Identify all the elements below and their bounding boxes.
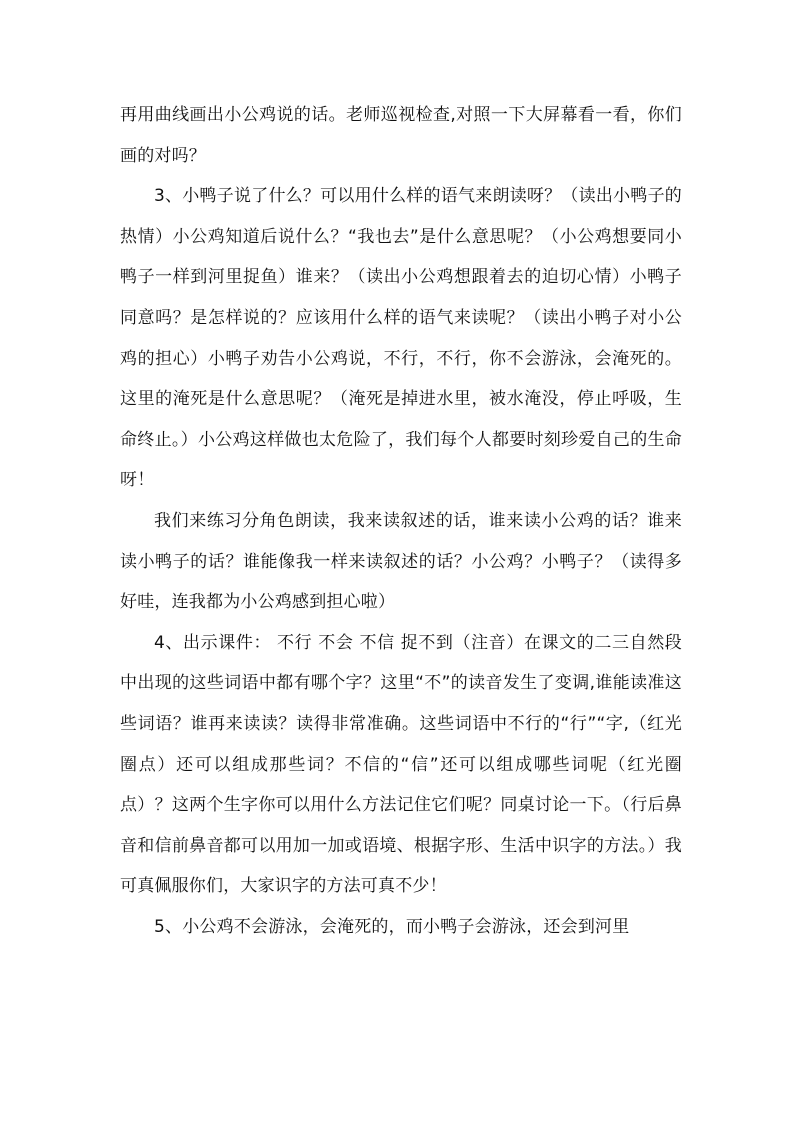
paragraph-3: 我们来练习分角色朗读，我来读叙述的话，谁来读小公鸡的话？谁来读小鸭子的话？谁能像我一样来读叙述的话？小公鸡？小鸭子？（读得多好哇，连我都为小公鸡感到担心啦） xyxy=(120,510,682,613)
document-body xyxy=(120,95,682,947)
paragraph-2: 3、小鸭子说了什么？可以用什么样的语气来朗读呀？（读出小鸭子的热情）小公鸡知道后说什么？“我也去”是什么意思呢？（小公鸡想要同小鸭子一样到河里捉鱼）谁来？（读出小公鸡想跟着去的迫切心情）小鸭子同意吗？是怎样说的？应该用什么样的语气来读呢？（读出小鸭子对小公鸡的担心）小鸭子劝告小公鸡说，不行，不行，你不会游泳，会淹死的。这里的淹死是什么意思呢？（淹死是掉进水里，被水淹没，停止呼吸，生命终止。）小公鸡这样做也太危险了，我们每个人都要时刻珍爱自己的生命呀！ xyxy=(120,186,682,491)
paragraph-5: 5、小公鸡不会游泳，会淹死的，而小鸭子会游泳，还会到河里 xyxy=(154,916,630,937)
paragraph-1: 再用曲线画出小公鸡说的话。老师巡视检查,对照一下大屏幕看一看，你们画的对吗？ xyxy=(120,105,682,166)
paragraph-4: 4、出示课件： 不行 不会 不信 捉不到（注音）在课文的二三自然段中出现的这些词语中都有哪个字？这里“不”的读音发生了变调,谁能读准这些词语？谁再来读读？读得非常准确。这些词语中不行的“行”“字,（红光圈点）还可以组成那些词？不信的“信”还可以组成哪些词呢（红光圈点）？这两个生字你可以用什么方法记住它们呢？同桌讨论一下。（行后鼻音和信前鼻音都可以用加一加或语境、根据字形、生活中识字的方法。）我可真佩服你们，大家识字的方法可真不少！ xyxy=(120,632,682,897)
